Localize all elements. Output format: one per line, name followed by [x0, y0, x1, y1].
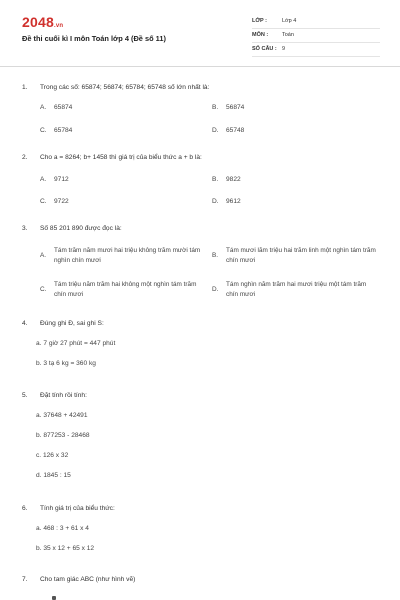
option-value: Tám mươi lăm triệu hai trăm linh một nghìn tám trăm chín mươi [226, 247, 376, 264]
question-number: 1. [22, 84, 28, 91]
meta-grade [252, 16, 380, 29]
option-value: 65748 [226, 127, 245, 134]
question-item: c. 126 x 32 [36, 452, 69, 459]
option-value: 56874 [226, 104, 245, 111]
logo-suffix: .vn [53, 23, 64, 29]
option-label: D. [212, 127, 219, 134]
meta-value: Toán [282, 32, 294, 38]
option-value: Tám triệu năm trăm hai không một nghìn tám trăm chín mươi [54, 281, 197, 298]
question-item: a. 37648 + 42491 [36, 412, 88, 419]
question-item: a. 468 : 3 + 61 x 4 [36, 525, 89, 532]
option-value: Tám trăm năm mươi hai triệu không trăm mười tám nghìn chín mươi [54, 247, 201, 264]
question-item: b. 3 tạ 6 kg = 360 kg [36, 360, 96, 367]
meta-value: 9 [282, 46, 286, 52]
option-label: B. [212, 176, 219, 183]
option-label: A. [40, 176, 47, 183]
question-item: b. 35 x 12 + 65 x 12 [36, 545, 95, 552]
option-value: 9822 [226, 176, 241, 183]
option-value: 9722 [54, 198, 69, 205]
question-number: 6. [22, 505, 28, 512]
question-text: Tính giá trị của biểu thức: [40, 505, 115, 512]
question-number: 7. [22, 576, 28, 583]
question-number: 2. [22, 154, 28, 161]
question-number: 3. [22, 225, 28, 232]
option-label: C. [40, 127, 47, 134]
question-item: a. 7 giờ 27 phút = 447 phút [36, 340, 116, 347]
option-label: C. [40, 198, 47, 205]
option-label: C. [40, 286, 47, 293]
question-text: Trong các số: 65874; 56874; 65784; 65748 số lớn nhất là: [40, 84, 210, 91]
question-text: Cho a = 8264; b+ 1458 thì giá trị của biểu thức a + b là: [40, 154, 202, 161]
option-label: D. [212, 198, 219, 205]
option-label: B. [212, 104, 219, 111]
option-value: Tám nghìn năm trăm hai mươi triệu một tám trăm chín mươi [226, 281, 367, 298]
meta-key: LỚP : [252, 18, 267, 24]
meta-subject [252, 30, 380, 43]
question-number: 5. [22, 392, 28, 399]
triangle-vertex-icon [52, 596, 56, 600]
meta-key: SỐ CÂU : [252, 46, 277, 52]
question-text: Đúng ghi Đ, sai ghi S: [40, 320, 104, 327]
question-text: Cho tam giác ABC (như hình vẽ) [40, 576, 136, 583]
question-item: d. 1845 : 15 [36, 472, 71, 479]
option-label: A. [40, 252, 47, 259]
exam-header [0, 0, 400, 62]
option-value: 65784 [54, 127, 73, 134]
option-value: 65874 [54, 104, 73, 111]
question-text: Đặt tính rồi tính: [40, 392, 87, 399]
logo-main: 2048 [22, 14, 54, 30]
question-item: b. 877253 - 28468 [36, 432, 90, 439]
option-label: A. [40, 104, 47, 111]
option-label: B. [212, 252, 219, 259]
question-number: 4. [22, 320, 28, 327]
meta-key: MÔN : [252, 32, 269, 38]
meta-question-count [252, 44, 380, 57]
exam-title: Đề thi cuối kì I môn Toán lớp 4 (Đề số 11) [22, 34, 166, 43]
question-text: Số 85 201 890 được đọc là: [40, 225, 122, 232]
meta-value: Lớp 4 [282, 18, 297, 24]
option-label: D. [212, 286, 219, 293]
site-logo[interactable] [22, 14, 63, 30]
header-divider [0, 66, 400, 67]
option-value: 9712 [54, 176, 69, 183]
option-value: 9612 [226, 198, 241, 205]
